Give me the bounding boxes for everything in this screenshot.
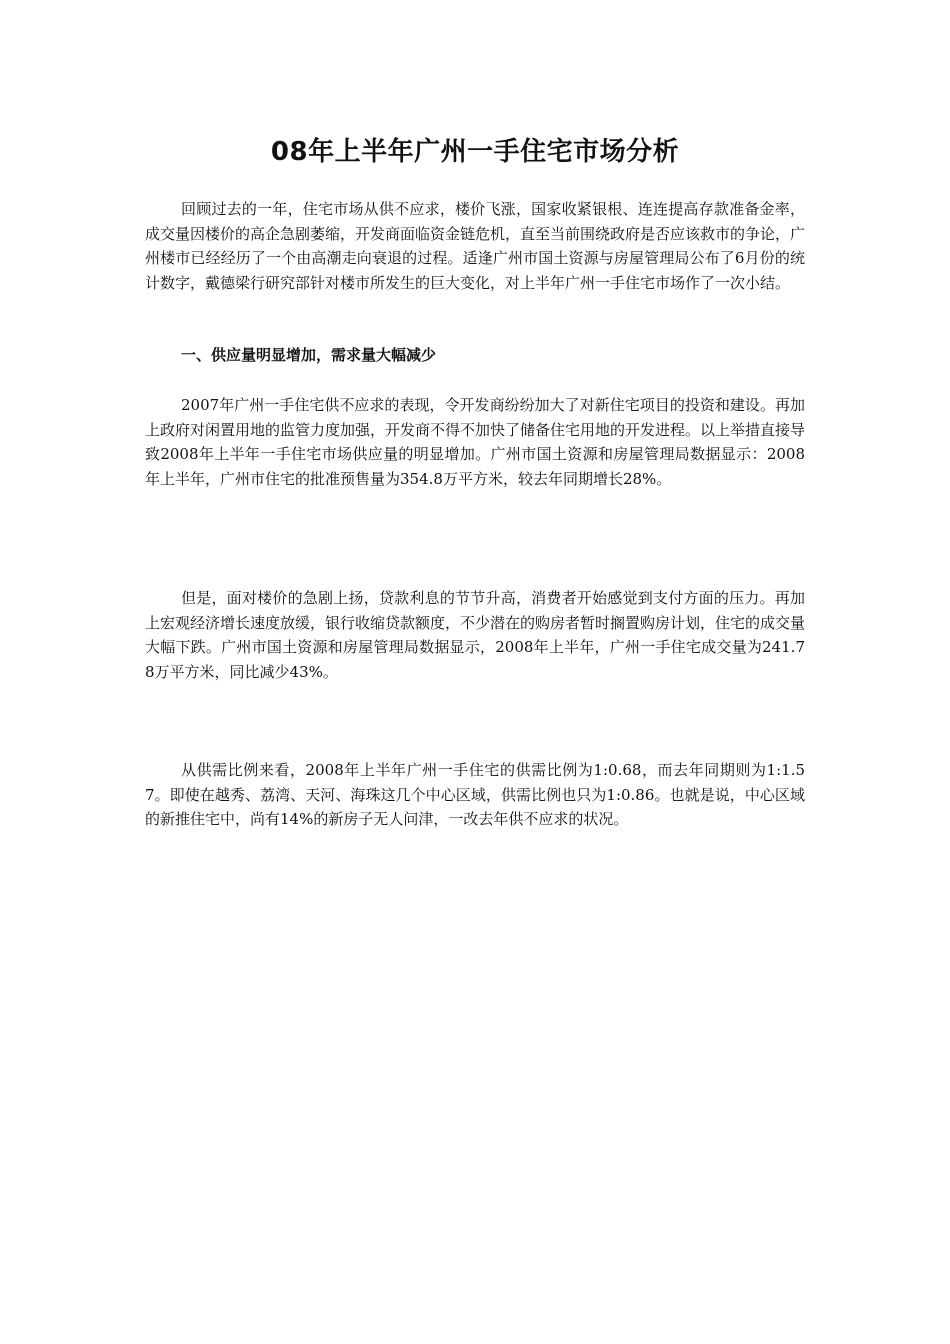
- section-heading: 一、供应量明显增加，需求量大幅减少: [181, 346, 437, 364]
- document-title: 08年上半年广州一手住宅市场分析: [270, 137, 680, 167]
- demand-paragraph: 但是，面对楼价的急剧上扬，贷款利息的节节升高，消费者开始感觉到支付方面的压力。再加上宏观经济增长速度放缓，银行收缩贷款额度，不少潜在的购房者暂时搁置购房计划，住宅的成交量大幅下跌。广州市国土资源和房屋管理局数据显示，2008年上半年，广州一手住宅成交量为241.78万平方米，同比减少43%。: [145, 589, 806, 681]
- supply-paragraph: 2007年广州一手住宅供不应求的表现，令开发商纷纷加大了对新住宅项目的投资和建设。再加上政府对闲置用地的监管力度加强，开发商不得不加快了储备住宅用地的开发进程。以上举措直接导致2008年上半年一手住宅市场供应量的明显增加。广州市国土资源和房屋管理局数据显示：2008年上半年，广州市住宅的批准预售量为354.8万平方米，较去年同期增长28%。: [145, 396, 806, 488]
- intro-paragraph: 回顾过去的一年，住宅市场从供不应求，楼价飞涨，国家收紧银根、连连提高存款准备金率，成交量因楼价的高企急剧萎缩，开发商面临资金链危机，直至当前围绕政府是否应该救市的争论，广州楼市已经经历了一个由高潮走向衰退的过程。适逢广州市国土资源与房屋管理局公布了6月份的统计数字，戴德梁行研究部针对楼市所发生的巨大变化，对上半年广州一手住宅市场作了一次小结。: [145, 200, 806, 292]
- supply-demand-ratio-paragraph: 从供需比例来看，2008年上半年广州一手住宅的供需比例为1:0.68，而去年同期则为1:1.57。即使在越秀、荔湾、天河、海珠这几个中心区域，供需比例也只为1:0.86。也就是说，中心区域的新推住宅中，尚有14%的新房子无人问津，一改去年供不应求的状况。: [145, 761, 805, 828]
